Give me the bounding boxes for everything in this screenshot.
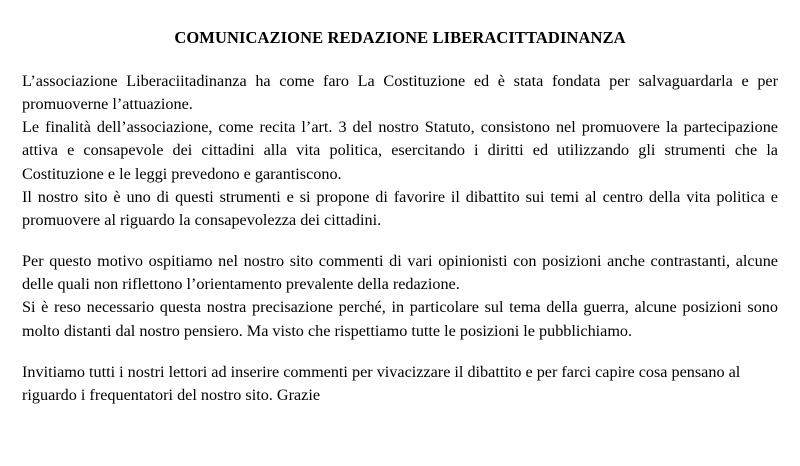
- page-title: COMUNICAZIONE REDAZIONE LIBERACITTADINANZA: [174, 28, 626, 47]
- paragraph-spacer-1: [22, 232, 778, 250]
- paragraph-4: Per questo motivo ospitiamo nel nostro sito commenti di vari opinionisti con posizioni anche contrastanti, alcune delle quali non riflettono l’orientamento prevalente della redazione.: [22, 252, 778, 294]
- paragraph-5: Si è reso necessario questa nostra precisazione perché, in particolare sul tema della guerra, alcune posizioni sono molto distanti dal nostro pensiero. Ma visto che rispettiamo tutte le posizioni le pubblichiamo.: [22, 298, 778, 340]
- paragraph-spacer-2: [22, 343, 778, 361]
- document-body: [22, 70, 778, 407]
- paragraph-3: Il nostro sito è uno di questi strumenti e si propone di favorire il dibattito sui temi al centro della vita politica e promuovere al riguardo la consapevolezza dei cittadini.: [22, 187, 778, 229]
- paragraph-6: Invitiamo tutti i nostri lettori ad inserire commenti per vivacizzare il dibattito e per farci capire cosa pensano al riguardo i frequentatori del nostro sito. Grazie: [22, 362, 741, 404]
- paragraph-2: Le finalità dell’associazione, come recita l’art. 3 del nostro Statuto, consistono nel promuovere la partecipazione attiva e consapevole dei cittadini alla vita politica, esercitando i diritti ed utilizzando gli strumenti che la Costituzione e le leggi prevedono e garantiscono.: [22, 118, 778, 183]
- paragraph-1: L’associazione Liberaciitadinanza ha come faro La Costituzione ed è stata fondata per salvaguardarla e per promuoverne l’attuazione.: [22, 72, 778, 114]
